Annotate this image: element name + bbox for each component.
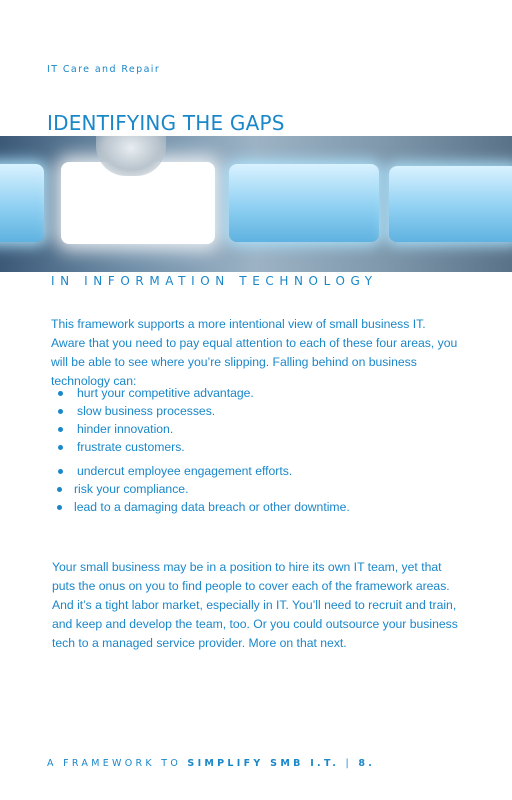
bullet-list-group-3 (57, 480, 477, 516)
list-item: undercut employee engagement efforts. (57, 462, 477, 480)
closing-paragraph: Your small business may be in a position to hire its own IT team, yet that puts the onus on you to find people to cover each of the framework areas. And it’s a tight labor market, especially in IT. You’ll need to recruit and train, and keep and develop the team, too. Or you could outsource your business tech to a managed service provider. More on that next. (52, 560, 458, 650)
list-item: hinder innovation. (57, 420, 477, 438)
list-item: hurt your competitive advantage. (57, 384, 477, 402)
bullet-list-group-2 (57, 462, 477, 480)
bullet-list-group-1 (57, 384, 477, 456)
list-item: frustrate customers. (57, 438, 477, 456)
running-header: IT Care and Repair (47, 64, 161, 75)
footer-prefix: A FRAMEWORK TO (47, 758, 188, 769)
bullet-icon (57, 487, 62, 492)
page-number: 8. (358, 758, 376, 769)
bullet-icon (58, 409, 63, 414)
footer-title: SIMPLIFY SMB I.T. (187, 758, 340, 769)
banner-screen-left (0, 164, 44, 242)
list-item: risk your compliance. (57, 480, 477, 498)
page-title: IDENTIFYING THE GAPS (47, 111, 285, 135)
banner-screen-middle (229, 164, 379, 242)
list-item: slow business processes. (57, 402, 477, 420)
intro-paragraph: This framework supports a more intentional view of small business IT. Aware that you need to pay equal attention to each of these four areas, you will be able to see where you’re slipping. Falling behind on business technology can: (51, 317, 458, 388)
bullet-icon (58, 445, 63, 450)
page-footer (47, 758, 375, 769)
banner-image (0, 136, 512, 272)
banner-screen-right (389, 166, 512, 242)
bullet-icon (58, 469, 63, 474)
bullet-icon (58, 391, 63, 396)
footer-separator: | (339, 758, 359, 769)
list-item: lead to a damaging data breach or other downtime. (57, 498, 477, 516)
section-subtitle: IN INFORMATION TECHNOLOGY (51, 274, 378, 288)
bullet-icon (58, 427, 63, 432)
bullet-icon (57, 505, 62, 510)
